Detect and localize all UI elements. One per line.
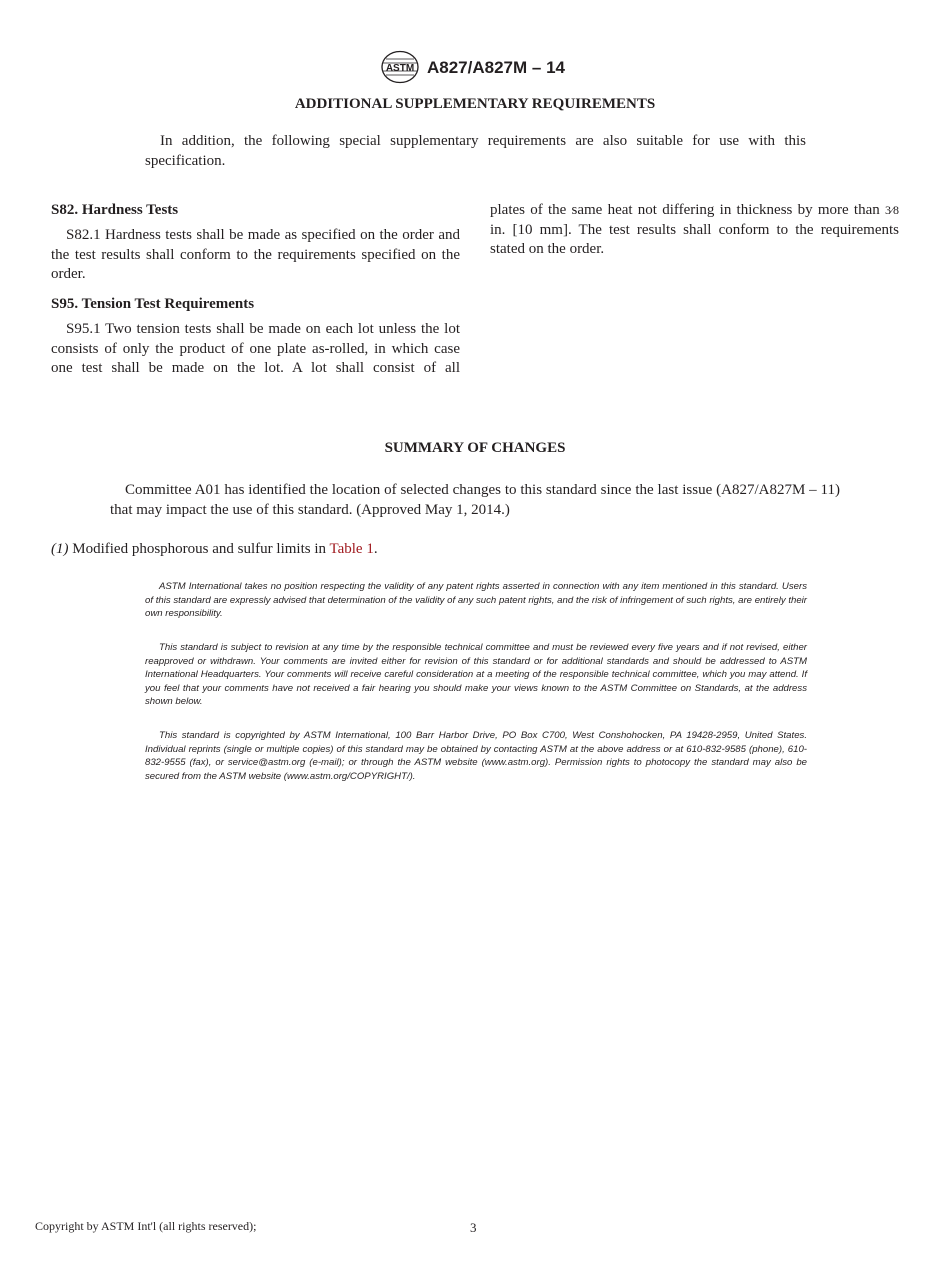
revision-notice: This standard is subject to revision at any time by the responsible technical committee and must be reviewed every five years and if not revised, either reapproved or withdrawn. Your comments are invited either for revision of this standard or for additional standards and should be addressed to ASTM International Headquarters. Your comments will receive careful consideration at a meeting of the responsible technical committee, which you may attend. If you feel that your comments have not received a fair hearing you should make your views known to the ASTM Committee on Standards, at the address shown below. [145,642,807,708]
additional-requirements-title: ADDITIONAL SUPPLEMENTARY REQUIREMENTS [294,96,656,112]
s95-heading: S95. Tension Test Requirements [51,296,255,312]
fraction-three-eighths: 3⁄8 [885,203,900,217]
patent-notice: ASTM International takes no position respecting the validity of any patent rights asserted in connection with any item mentioned in this standard. Users of this standard are expressly advised that determination of the validity of any such patent rights, and the risk of infringement of such rights, are entirely their own responsibility. [145,581,807,620]
table-1-link[interactable]: Table 1 [329,541,374,557]
s95-continuation [490,201,899,260]
summary-of-changes-title: SUMMARY OF CHANGES [384,440,566,456]
summary-change-item [51,540,851,560]
change-item-end: . [373,541,378,557]
change-item-text: Modified phosphorous and sulfur limits in [68,541,330,557]
s82-text: S82.1 Hardness tests shall be made as specified on the order and the test results shall conform to the requirements specified on the order. [51,227,460,282]
astm-logo-icon [380,50,420,84]
additional-intro: In addition, the following special supplementary requirements are also suitable for use with this specification. [145,133,806,169]
page-number: 3 [470,1220,477,1235]
s82-heading: S82. Hardness Tests [51,202,179,218]
copyright-notice: This standard is copyrighted by ASTM International, 100 Barr Harbor Drive, PO Box C700, West Conshohocken, PA 19428-2959, United States. Individual reprints (single or multiple copies) of this standard may be obtained by contacting ASTM at the above address or at 610-832-9585 (phone), 610-832-9555 (fax), or service@astm.org (e-mail); or through the ASTM website (www.astm.org). Permission rights to photocopy the standard may also be secured from the ASTM website (www.astm.org/COPYRIGHT/). [145,730,807,782]
standard-designation: A827/A827M – 14 [427,58,565,77]
summary-intro: Committee A01 has identified the location of selected changes to this standard since the last issue (A827/A827M – 11) that may impact the use of this standard. (Approved May 1, 2014.) [110,482,840,518]
footer-copyright: Copyright by ASTM Int'l (all rights reserved); [35,1219,257,1233]
change-item-number: (1) [51,541,69,557]
page-header [0,50,950,84]
svg-text:ASTM: ASTM [385,63,415,74]
s95-text: S95.1 Two tension tests shall be made on each lot unless the lot consists of only the product of one plate as-rolled, in which case one test shall be made on the lot. A lot shall consist of all [51,321,460,376]
s95-cont-rest: in. [10 mm]. The test results shall conform to the requirements stated on the order. [490,221,899,257]
s95-cont-line1: plates of the same heat not differing in thickness by more than [490,202,880,218]
